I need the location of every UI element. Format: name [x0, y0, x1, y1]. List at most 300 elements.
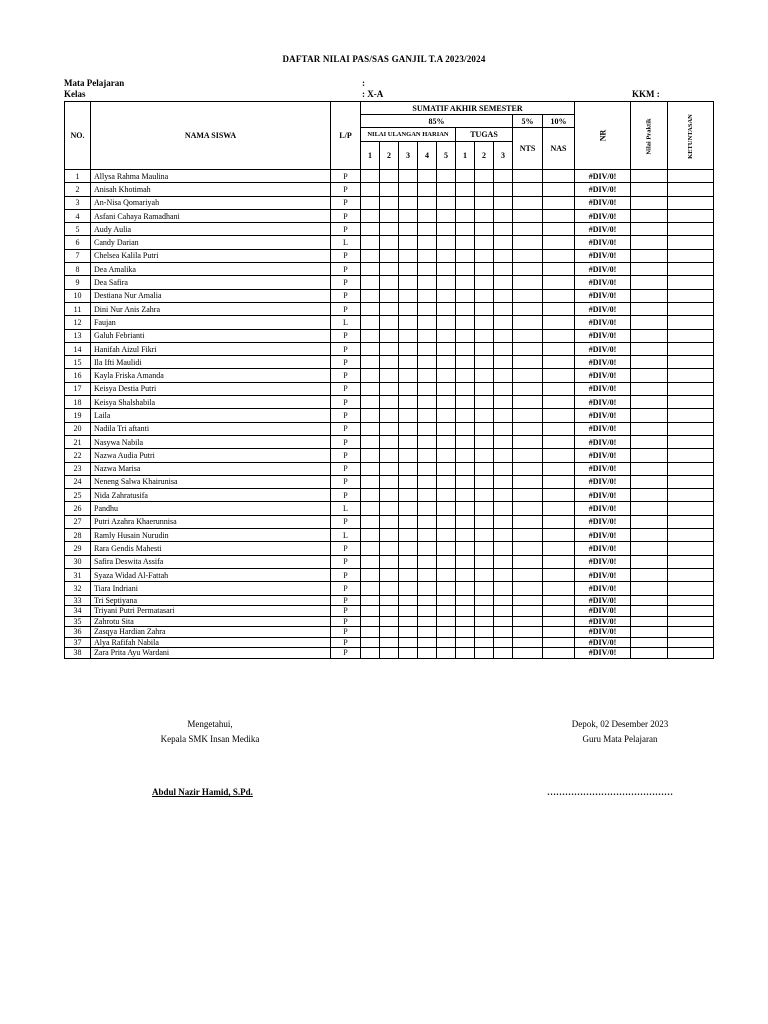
score-cell	[494, 529, 513, 542]
score-cell	[494, 276, 513, 289]
score-cell	[380, 637, 399, 648]
score-cell	[437, 170, 456, 183]
score-cell	[380, 568, 399, 581]
score-cell	[513, 223, 543, 236]
praktik-cell	[631, 542, 668, 555]
score-cell	[418, 529, 437, 542]
gender-cell: P	[331, 568, 361, 581]
score-cell	[399, 515, 418, 528]
gender-cell: P	[331, 249, 361, 262]
score-cell	[456, 342, 475, 355]
score-cell	[513, 489, 543, 502]
score-cell	[399, 276, 418, 289]
header-nas: NAS	[543, 128, 575, 170]
score-cell	[418, 435, 437, 448]
praktik-cell	[631, 568, 668, 581]
score-cell	[456, 582, 475, 595]
score-cell	[494, 627, 513, 638]
score-cell	[361, 542, 380, 555]
score-cell	[494, 249, 513, 262]
score-cell	[494, 475, 513, 488]
score-cell	[418, 382, 437, 395]
table-row	[65, 409, 714, 422]
score-cell	[494, 396, 513, 409]
score-cell	[399, 183, 418, 196]
score-cell	[513, 555, 543, 568]
score-cell	[418, 249, 437, 262]
score-cell	[437, 289, 456, 302]
nr-cell: #DIV/0!	[575, 342, 631, 355]
praktik-cell	[631, 606, 668, 617]
score-cell	[456, 249, 475, 262]
row-number: 11	[65, 302, 91, 315]
score-cell	[494, 595, 513, 606]
score-cell	[475, 316, 494, 329]
score-cell	[437, 409, 456, 422]
score-cell	[513, 170, 543, 183]
score-cell	[543, 183, 575, 196]
gender-cell: P	[331, 356, 361, 369]
praktik-cell	[631, 223, 668, 236]
praktik-cell	[631, 627, 668, 638]
praktik-cell	[631, 183, 668, 196]
score-cell	[513, 409, 543, 422]
gender-cell: P	[331, 462, 361, 475]
score-cell	[418, 582, 437, 595]
score-cell	[475, 422, 494, 435]
score-cell	[456, 627, 475, 638]
score-cell	[380, 183, 399, 196]
score-cell	[361, 236, 380, 249]
score-cell	[475, 183, 494, 196]
score-cell	[513, 502, 543, 515]
score-cell	[361, 223, 380, 236]
score-cell	[399, 342, 418, 355]
nr-cell: #DIV/0!	[575, 209, 631, 222]
score-cell	[399, 249, 418, 262]
nr-cell: #DIV/0!	[575, 475, 631, 488]
score-cell	[456, 606, 475, 617]
student-name: Dea Safira	[91, 276, 331, 289]
score-cell	[418, 356, 437, 369]
score-cell	[399, 462, 418, 475]
score-cell	[494, 316, 513, 329]
gender-cell: P	[331, 542, 361, 555]
score-cell	[513, 196, 543, 209]
row-number: 30	[65, 555, 91, 568]
student-name: Dea Amalika	[91, 263, 331, 276]
score-cell	[494, 289, 513, 302]
table-row	[65, 236, 714, 249]
score-cell	[456, 302, 475, 315]
header-no: NO.	[65, 102, 91, 170]
table-row	[65, 263, 714, 276]
score-cell	[418, 515, 437, 528]
gender-cell: P	[331, 606, 361, 617]
ketuntasan-cell	[668, 462, 714, 475]
score-cell	[513, 435, 543, 448]
nr-cell: #DIV/0!	[575, 515, 631, 528]
table-row	[65, 502, 714, 515]
row-number: 2	[65, 183, 91, 196]
table-row	[65, 627, 714, 638]
nr-cell: #DIV/0!	[575, 529, 631, 542]
footer-right-line1: Depok, 02 Desember 2023	[571, 719, 669, 729]
score-cell	[418, 637, 437, 648]
score-cell	[456, 396, 475, 409]
score-cell	[418, 627, 437, 638]
score-cell	[456, 637, 475, 648]
praktik-cell	[631, 595, 668, 606]
score-cell	[543, 515, 575, 528]
score-cell	[456, 555, 475, 568]
score-cell	[494, 196, 513, 209]
header-tugas-3: 3	[494, 142, 513, 170]
score-cell	[437, 555, 456, 568]
score-cell	[543, 637, 575, 648]
score-cell	[513, 263, 543, 276]
ketuntasan-cell	[668, 627, 714, 638]
header-uh-4: 4	[418, 142, 437, 170]
score-cell	[361, 515, 380, 528]
score-cell	[399, 475, 418, 488]
row-number: 38	[65, 648, 91, 659]
score-cell	[437, 209, 456, 222]
gender-cell: P	[331, 170, 361, 183]
score-cell	[475, 236, 494, 249]
score-cell	[494, 435, 513, 448]
score-cell	[361, 606, 380, 617]
score-cell	[380, 616, 399, 627]
score-cell	[494, 329, 513, 342]
header-tugas-2: 2	[475, 142, 494, 170]
header-uh-1: 1	[361, 142, 380, 170]
score-cell	[543, 595, 575, 606]
score-cell	[494, 369, 513, 382]
score-cell	[475, 170, 494, 183]
nr-cell: #DIV/0!	[575, 223, 631, 236]
score-cell	[361, 289, 380, 302]
score-cell	[543, 209, 575, 222]
score-cell	[513, 582, 543, 595]
score-cell	[494, 568, 513, 581]
score-cell	[494, 606, 513, 617]
kelas-label: Kelas	[64, 89, 86, 99]
score-cell	[361, 263, 380, 276]
table-row	[65, 316, 714, 329]
score-cell	[456, 515, 475, 528]
score-cell	[456, 462, 475, 475]
score-cell	[418, 595, 437, 606]
score-cell	[380, 409, 399, 422]
score-cell	[494, 489, 513, 502]
score-cell	[494, 263, 513, 276]
header-uh-2: 2	[380, 142, 399, 170]
header-85pct: 85%	[361, 115, 513, 128]
score-cell	[543, 627, 575, 638]
score-cell	[513, 449, 543, 462]
score-cell	[543, 369, 575, 382]
score-cell	[418, 342, 437, 355]
praktik-cell	[631, 422, 668, 435]
score-cell	[437, 462, 456, 475]
row-number: 33	[65, 595, 91, 606]
footer-right-line2: Guru Mata Pelajaran	[582, 734, 658, 744]
praktik-cell	[631, 582, 668, 595]
table-row	[65, 382, 714, 395]
score-cell	[494, 515, 513, 528]
score-cell	[399, 289, 418, 302]
score-cell	[475, 515, 494, 528]
student-name: Nazwa Audia Putri	[91, 449, 331, 462]
score-cell	[418, 302, 437, 315]
score-cell	[380, 263, 399, 276]
nr-cell: #DIV/0!	[575, 356, 631, 369]
praktik-cell	[631, 276, 668, 289]
student-name: Candy Darian	[91, 236, 331, 249]
score-cell	[361, 595, 380, 606]
table-row	[65, 209, 714, 222]
score-cell	[361, 529, 380, 542]
student-name: Dini Nur Anis Zahra	[91, 302, 331, 315]
score-cell	[399, 555, 418, 568]
student-name: Zara Prita Ayu Wardani	[91, 648, 331, 659]
gender-cell: P	[331, 555, 361, 568]
praktik-cell	[631, 356, 668, 369]
score-cell	[399, 369, 418, 382]
table-row	[65, 422, 714, 435]
ketuntasan-cell	[668, 595, 714, 606]
score-cell	[456, 263, 475, 276]
nr-cell: #DIV/0!	[575, 422, 631, 435]
table-row	[65, 449, 714, 462]
score-cell	[380, 170, 399, 183]
score-cell	[513, 316, 543, 329]
score-cell	[456, 422, 475, 435]
nr-cell: #DIV/0!	[575, 627, 631, 638]
score-cell	[543, 542, 575, 555]
score-cell	[399, 263, 418, 276]
ketuntasan-cell	[668, 582, 714, 595]
ketuntasan-cell	[668, 606, 714, 617]
score-cell	[399, 382, 418, 395]
table-row	[65, 369, 714, 382]
score-cell	[513, 236, 543, 249]
score-cell	[543, 435, 575, 448]
nr-cell: #DIV/0!	[575, 568, 631, 581]
ketuntasan-cell	[668, 449, 714, 462]
score-cell	[437, 196, 456, 209]
ketuntasan-cell	[668, 529, 714, 542]
student-name: Putri Azahra Khaerunnisa	[91, 515, 331, 528]
score-cell	[361, 475, 380, 488]
score-cell	[513, 276, 543, 289]
table-row	[65, 342, 714, 355]
header-10pct: 10%	[543, 115, 575, 128]
score-cell	[543, 568, 575, 581]
score-cell	[380, 249, 399, 262]
score-cell	[494, 183, 513, 196]
student-name: Syaza Widad Al-Fattah	[91, 568, 331, 581]
nr-cell: #DIV/0!	[575, 542, 631, 555]
score-cell	[361, 502, 380, 515]
nr-cell: #DIV/0!	[575, 316, 631, 329]
table-row	[65, 515, 714, 528]
gender-cell: P	[331, 449, 361, 462]
score-cell	[437, 627, 456, 638]
score-cell	[399, 582, 418, 595]
score-cell	[543, 449, 575, 462]
score-cell	[543, 316, 575, 329]
score-cell	[475, 449, 494, 462]
score-cell	[380, 529, 399, 542]
table-row	[65, 183, 714, 196]
row-number: 14	[65, 342, 91, 355]
score-cell	[456, 435, 475, 448]
score-cell	[361, 489, 380, 502]
score-cell	[399, 542, 418, 555]
gender-cell: P	[331, 342, 361, 355]
nr-cell: #DIV/0!	[575, 276, 631, 289]
score-cell	[456, 489, 475, 502]
score-cell	[543, 342, 575, 355]
score-cell	[494, 542, 513, 555]
score-cell	[494, 356, 513, 369]
table-row	[65, 606, 714, 617]
header-tugas-1: 1	[456, 142, 475, 170]
praktik-cell	[631, 209, 668, 222]
score-cell	[380, 555, 399, 568]
praktik-cell	[631, 435, 668, 448]
nr-cell: #DIV/0!	[575, 289, 631, 302]
praktik-cell	[631, 236, 668, 249]
ketuntasan-cell	[668, 209, 714, 222]
ketuntasan-cell	[668, 356, 714, 369]
praktik-cell	[631, 462, 668, 475]
student-name: Anisah Khotimah	[91, 183, 331, 196]
score-cell	[543, 409, 575, 422]
header-uh-5: 5	[437, 142, 456, 170]
student-name: Tiara Indriani	[91, 582, 331, 595]
header-nr	[575, 102, 631, 170]
score-cell	[513, 342, 543, 355]
score-cell	[418, 223, 437, 236]
score-cell	[475, 302, 494, 315]
mata-pelajaran-label: Mata Pelajaran	[64, 78, 125, 88]
ketuntasan-cell	[668, 316, 714, 329]
score-cell	[494, 449, 513, 462]
score-cell	[380, 627, 399, 638]
score-cell	[418, 462, 437, 475]
score-cell	[475, 568, 494, 581]
score-cell	[437, 356, 456, 369]
score-cell	[456, 382, 475, 395]
praktik-cell	[631, 382, 668, 395]
score-cell	[399, 209, 418, 222]
score-cell	[361, 396, 380, 409]
nr-cell: #DIV/0!	[575, 396, 631, 409]
row-number: 9	[65, 276, 91, 289]
row-number: 31	[65, 568, 91, 581]
score-cell	[399, 329, 418, 342]
table-row	[65, 196, 714, 209]
score-cell	[543, 475, 575, 488]
table-row	[65, 529, 714, 542]
praktik-cell	[631, 289, 668, 302]
row-number: 13	[65, 329, 91, 342]
score-cell	[361, 302, 380, 315]
score-cell	[475, 529, 494, 542]
score-cell	[380, 316, 399, 329]
table-row	[65, 568, 714, 581]
score-cell	[437, 263, 456, 276]
score-cell	[475, 606, 494, 617]
praktik-cell	[631, 616, 668, 627]
score-cell	[475, 209, 494, 222]
row-number: 18	[65, 396, 91, 409]
row-number: 20	[65, 422, 91, 435]
row-number: 15	[65, 356, 91, 369]
table-row	[65, 223, 714, 236]
row-number: 36	[65, 627, 91, 638]
table-row	[65, 475, 714, 488]
score-cell	[494, 223, 513, 236]
score-cell	[380, 342, 399, 355]
score-cell	[361, 249, 380, 262]
score-cell	[456, 209, 475, 222]
ketuntasan-cell	[668, 396, 714, 409]
score-cell	[456, 568, 475, 581]
score-cell	[437, 595, 456, 606]
score-cell	[399, 616, 418, 627]
ketuntasan-cell	[668, 263, 714, 276]
student-name: Rara Gendis Mahesti	[91, 542, 331, 555]
score-cell	[437, 606, 456, 617]
score-cell	[494, 637, 513, 648]
header-tugas: TUGAS	[456, 128, 513, 142]
gender-cell: P	[331, 582, 361, 595]
score-cell	[543, 396, 575, 409]
score-cell	[361, 342, 380, 355]
score-cell	[475, 356, 494, 369]
score-cell	[513, 648, 543, 659]
praktik-cell	[631, 170, 668, 183]
row-number: 27	[65, 515, 91, 528]
score-cell	[399, 409, 418, 422]
score-cell	[399, 648, 418, 659]
score-cell	[494, 302, 513, 315]
table-row	[65, 170, 714, 183]
gender-cell: P	[331, 209, 361, 222]
score-cell	[361, 555, 380, 568]
table-row	[65, 329, 714, 342]
nr-cell: #DIV/0!	[575, 170, 631, 183]
ketuntasan-cell	[668, 170, 714, 183]
nr-cell: #DIV/0!	[575, 637, 631, 648]
nr-cell: #DIV/0!	[575, 409, 631, 422]
score-cell	[437, 542, 456, 555]
praktik-cell	[631, 502, 668, 515]
student-name: An-Nisa Qomariyah	[91, 196, 331, 209]
score-cell	[437, 616, 456, 627]
score-cell	[475, 369, 494, 382]
score-cell	[475, 276, 494, 289]
score-cell	[456, 289, 475, 302]
header-praktik	[631, 102, 668, 170]
score-cell	[399, 196, 418, 209]
score-cell	[513, 289, 543, 302]
score-cell	[513, 568, 543, 581]
